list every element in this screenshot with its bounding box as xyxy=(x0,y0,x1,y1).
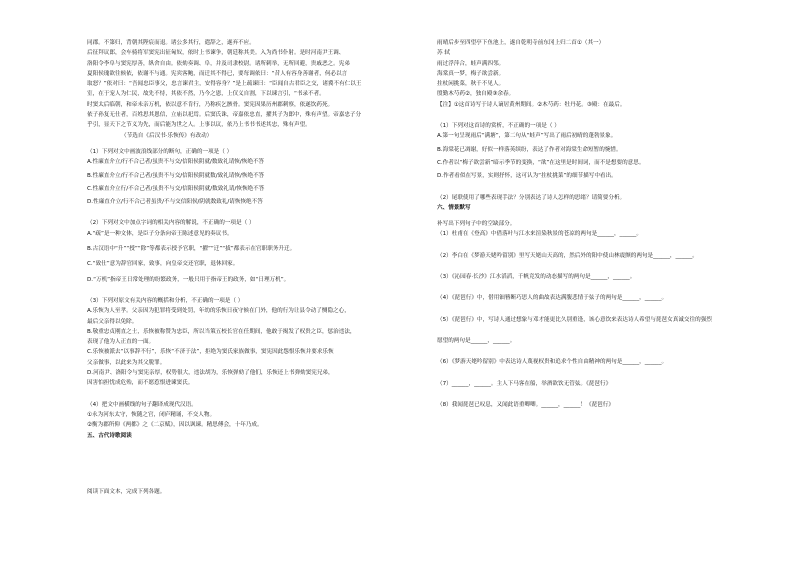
answer-option: A.性廉直介立/行不合己者/虽贵不与交/信阳侯阴就/数致礼请恢/恢绝不答 xyxy=(87,159,265,166)
question-2 xyxy=(87,218,405,284)
passage-line: 室，在于宠人为仁民，故先不恃，其依不然，乃今之恩，上仅义自割，下以谏言引，“书录不者。 xyxy=(87,91,325,98)
answer-option: B.敬重忠贞刚直之士，乐恢被称赞为忠臣，所以当策五校长官在任期间，他敢于揭发了权贵之臣，惩治违法， xyxy=(87,328,356,335)
poem-note: 【注】①这首诗写于诗人谪居黄州期间。②木芍药：牡丹花。③殿：在最后。 xyxy=(437,101,626,108)
reading-instruction: 阅读下面文本，完成下列各题。 xyxy=(87,488,166,495)
source-citation: （节选自《后汉书·乐恢传》有改动） xyxy=(121,132,213,139)
answer-option: B.古汉语中“升”“授”“除”等都表示授予官职，“擢”“迁”“拔”都表示在官职职务升迁。 xyxy=(87,246,296,253)
poem-question-2: （2）尾联使用了哪些表现手法？分别表达了诗人怎样的思绪？请简要分析。 xyxy=(437,194,626,201)
fill-in-item: （1）杜甫在《登高》中借落叶与江水来渲染秋景的苍凉的两句是______，______。 xyxy=(437,231,642,238)
poet-name: 苏 轼 xyxy=(437,50,450,57)
answer-option: C.作者以“梅子欲尝新”暗示季节的变换，“欲”在这里是时间词，而不是想要的意思。 xyxy=(437,159,645,166)
answer-option: D.河南尹、洛阳令与窦宪亲厚，权势很大，违法胡为，乐恢弹劾了他们，乐恢还上书弹劾窦宪兄弟， xyxy=(87,370,334,377)
answer-option: A.第一句呈现雨后“满塘”，第二句从“蛙声”写出了雨后初晴的蓬勃景象。 xyxy=(437,133,617,140)
poem-line: 海棠真一梦，梅子欲尝新。 xyxy=(437,70,505,77)
translation-item: ①永为河东太守，恢随之官，闭庐精诵，不交人物。 xyxy=(87,411,216,418)
fill-in-intro: 补写出下列句子中的空缺部分。 xyxy=(437,221,516,228)
passage-line: 取怒？”依对曰：“吾闻忠臣事父，忠言谏君主，安得容身？”是上疏谏曰：“臣闻自古君臣之交，诸冀不有仁以王 xyxy=(87,81,362,88)
passage-line: 依子孙复无仕者，百姓思其恩信，立庙以祀焉。后窦氏诛，帝嘉依忠直，擢其子为郎中，殊有声望。帝嘉忠子分 xyxy=(87,112,362,119)
poem-line: 雨过浮萍合，蛙声满四邻。 xyxy=(437,60,505,67)
fill-in-item: （6）《梦游天姥吟留别》中表达诗人蔑视权贵和追求个性自由精神的两句是______，______。 xyxy=(437,359,668,366)
question-3 xyxy=(87,296,405,389)
question-4 xyxy=(87,400,405,431)
passage-line: 时窦太后临朝，和帝未亲万机，依以意不肯行，乃称疾乞骸骨。窦宪因果历州郡刺察，依遂饮药死。 xyxy=(87,101,334,108)
poem-line: 殷勤木芍药②，独自殿③余春。 xyxy=(437,91,515,98)
fill-in-item: （5）《琵琶行》中，写诗人通过想象与邓才能更比久别重逢，该心意饮来表达诗人希望与琵琶女真诚交往的强烈 xyxy=(437,316,712,323)
question-3-stem: （3）下列对原文有关内容的概括和分析，不正确的一项是（ ） xyxy=(87,297,244,304)
fill-in-list xyxy=(437,229,767,410)
fill-in-item: （8）我闻琵琶已叹息，又闻此语重唧唧。______，______！《琵琶行》 xyxy=(437,401,614,408)
answer-option: 因害怕担忧成危殆，而不愿惹恨进谏窦氏。 xyxy=(87,380,194,387)
answer-option: C.“致仕”意为辞官回家，致事，向皇帝交还官职，退休回家。 xyxy=(87,261,239,268)
left-column xyxy=(87,38,405,497)
passage-text xyxy=(87,38,405,141)
answer-option: B.海棠花已凋谢，好似一样落英缤纷，表达了作者对海棠生命短暂的惋惜。 xyxy=(437,146,622,153)
passage-line: 后征拜议郎，会车骑将军窦宪出征匈奴，依时上书谏争，朝廷称其美。入为尚书仆射。是时河南尹王调、 xyxy=(87,50,345,57)
passage-line: 夏阳侯瑰欲往候依，依谢不与通。宪宾客鲍，而迁其不得已，要每调依曰：“昔人有容身善谢者，何必以言 xyxy=(87,70,348,77)
section-heading-5: 五、古代诗歌阅读 xyxy=(87,432,132,439)
answer-option: A.“疏”是一种文体，是臣子分条向帝王陈述意见的奏议书。 xyxy=(87,230,233,237)
right-column xyxy=(437,38,767,410)
poem-title: 雨晴后步至四望亭下鱼池上，遂自乾明寺前东冈上归二首①（其一） xyxy=(437,40,605,46)
poem-question-1-stem: （1）下列对这首诗的赏析，不正确的一项是（ ） xyxy=(437,123,560,130)
passage-line: 同郡。不第归，背朝其陛宸而退。诸公多其行，遣辞之，遂弃不应。 xyxy=(87,40,255,46)
answer-option: D.“万机”指帝王日常处理的纷繁政务，一般只用于指帝王的政务，如“日理万机”。 xyxy=(87,276,290,283)
poem-question-1 xyxy=(437,121,767,181)
translation-item: ②衡为郡所仰《两都》之《二京赋》，因以讽谏。精思傅会，十年乃成。 xyxy=(87,422,263,429)
question-2-stem: （2）下列对文中加点字词的相关内容的解说，不正确的一项是（ ） xyxy=(87,220,255,227)
answer-option: C.性廉直介立行/不合己者/虽贵不与交/信阳侯阴就/数致礼请/恢恢绝不答 xyxy=(87,185,265,192)
answer-option: C.乐恢被派去“以事辞不行”，乐恢“不济于法”，拒绝为窦氏家族做事，窦宪因此怨恨乐恢并要求乐恢 xyxy=(87,349,334,356)
poem-body xyxy=(437,59,767,100)
passage-line: 洛阳令李阜与窦宪厚善，纵舍自由。依劾奏调、阜，并及司隶校尉。诸所刺举，无所回避，贵戚恶之。宪弟 xyxy=(87,60,350,67)
fill-in-item: （7）______，______。主人下马客在船，举酒欲饮无管弦。《琵琶行》 xyxy=(437,380,612,387)
answer-option: D.作者看似在写景，实则抒怀，这可认为“拄杖挑菜”的细节描写中看出。 xyxy=(437,173,617,180)
question-4-stem: （4）把文中画横线的句子翻译成现代汉语。 xyxy=(87,401,197,408)
fill-in-item: （2）李白在《梦游天姥吟留别》里写天姥山天高的，然后外的阳中使山林震颤的两句是______，______。 xyxy=(437,252,698,259)
answer-option: D.性廉直介立/行不合己者虽贵/不与交信阳侯/阴就数致礼/请恢恢绝不答 xyxy=(87,199,263,206)
answer-option: B.性廉直介立/行不合己者/虽贵不与交/信阳侯阴就数/致礼请恢/恢绝不答 xyxy=(87,172,265,179)
passage-line: 乎引，显天下之节义为先，而后能为世之人。上事以议，依乃上书书书述其忠，殊有声望。 xyxy=(87,122,311,129)
fill-in-item: （3）《沁园春·长沙》江水滔滔，千帆竞发的动态描写的两句是______，______。 xyxy=(437,274,636,281)
answer-option: 表现了他为人正直的一面。 xyxy=(87,339,155,346)
question-1-stem: （1）下列对文中画波浪线部分的断句，正确的一项是（ ） xyxy=(87,148,233,155)
section-heading-6: 六、情景默写 xyxy=(437,204,471,211)
fill-in-item: 愿望的两句是______，______。 xyxy=(437,337,516,344)
poem-line: 拄杖闲挑菜，秋千不见人。 xyxy=(437,81,505,88)
fill-in-item: （4）《琵琶行》中，借用钿簪断巧思人的曲故表达满腹悲情于弦子的两句是______，______。 xyxy=(437,295,668,302)
question-1 xyxy=(87,147,405,207)
answer-option: 父亲做事，以此来为其父脱罪。 xyxy=(87,359,166,366)
answer-option: A.乐恢为人至孝。父亲因为犯罪将受到处罚，年幼的乐恢日夜守候在门外，他的行为让县令动了恻隐之心， xyxy=(87,308,350,315)
answer-option: 最后父亲得以免除。 xyxy=(87,318,138,325)
